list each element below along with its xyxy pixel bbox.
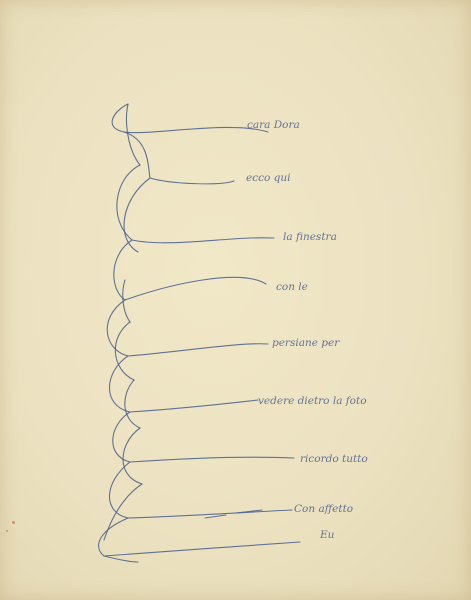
loop-stroke: [109, 462, 292, 518]
script-line-5: persiane per: [272, 337, 340, 349]
loop-stroke: [125, 380, 140, 428]
loop-stroke: [110, 356, 259, 412]
script-line-3: la finestra: [283, 231, 337, 243]
loop-stroke: [123, 428, 142, 484]
loop-stroke: [104, 556, 138, 562]
loop-stroke: [124, 132, 234, 184]
loop-stroke: [127, 104, 141, 165]
loop-stroke: [107, 300, 268, 356]
script-line-4: con le: [276, 281, 308, 293]
loop-stroke: [99, 518, 300, 556]
signature: Eu: [320, 529, 335, 541]
loop-stroke: [114, 240, 266, 300]
script-line-2: ecco qui: [246, 172, 291, 184]
loop-stroke: [113, 412, 294, 462]
loop-stroke: [112, 104, 268, 133]
script-line-1: cara Dora: [247, 119, 300, 131]
script-line-7: ricordo tutto: [300, 453, 368, 465]
dash-stroke: [205, 515, 226, 518]
script-line-6: vedere dietro la foto: [258, 395, 367, 407]
script-line-8: Con affetto: [294, 503, 354, 515]
